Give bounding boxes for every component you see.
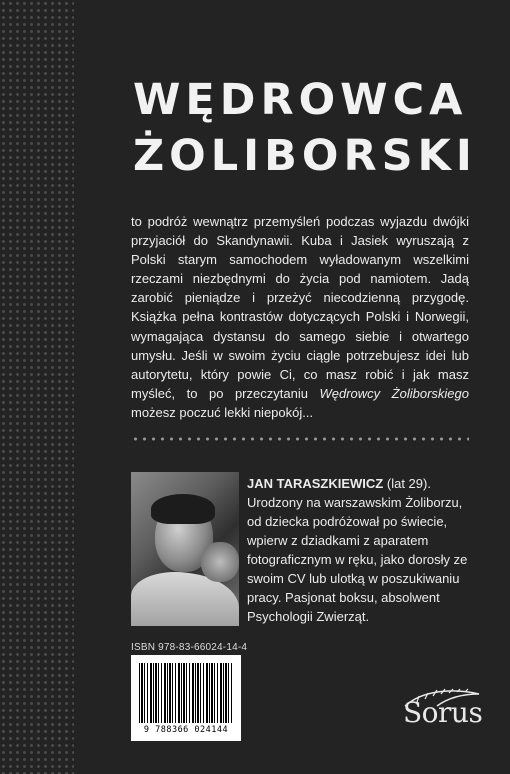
isbn-label: ISBN 978-83-66024-14-4 bbox=[131, 642, 248, 653]
publisher-logo-text: Sorus bbox=[403, 696, 483, 729]
blurb-text-end: możesz poczuć lekki niepokój... bbox=[131, 404, 314, 420]
photo-hair bbox=[151, 494, 215, 524]
book-blurb bbox=[131, 212, 469, 422]
author-bio bbox=[247, 474, 477, 626]
barcode bbox=[131, 655, 241, 741]
barcode-digits: 9 788366 024144 bbox=[143, 725, 229, 735]
book-title-line-2: ŻOLIBORSKI bbox=[133, 131, 477, 181]
photo-fist bbox=[201, 542, 239, 582]
author-age: (lat 29). bbox=[383, 476, 431, 491]
author-photo bbox=[131, 472, 239, 626]
barcode-bars bbox=[139, 663, 233, 723]
author-bio-text: Urodzony na warszawskim Żoliborzu, od dziecka podróżował po świecie, wpierw z dziadkami z aparatem fotograficznym w ręku, jako dorosły ze swoim CV lub ulotką w poszukiwaniu pracy. Pasjonat boksu, absolwent Psychologii Zwierząt. bbox=[247, 495, 468, 624]
blurb-text-start: to podróż wewnątrz przemyśleń podczas wyjazdu dwójki przyjaciół do Skandynawii. Kuba i Jasiek wyruszają z Polski starym samochodem wyładowanym wszelkimi rzeczami niezbędnymi do życia pod namiotem. Jadą zarobić pieniądze i przeżyć niecodzienną przygodę. Książka pełna kontrastów dotyczących Polski i Norwegii, wymagająca dystansu do samego siebie i otwartego umysłu. Jeśli w swoim życiu ciągle potrzebujesz idei lub autorytetu, który powie Ci, co masz robić i jak masz myśleć, to po przeczytaniu bbox=[131, 214, 469, 401]
dotted-divider bbox=[131, 437, 469, 441]
blurb-italic-title: Wędrowcy Żoliborskiego bbox=[319, 385, 469, 401]
author-name: JAN TARASZKIEWICZ bbox=[247, 476, 384, 491]
book-title bbox=[133, 72, 477, 184]
book-title-line-1: WĘDROWCA bbox=[133, 75, 468, 125]
dot-pattern-decoration bbox=[0, 0, 74, 774]
